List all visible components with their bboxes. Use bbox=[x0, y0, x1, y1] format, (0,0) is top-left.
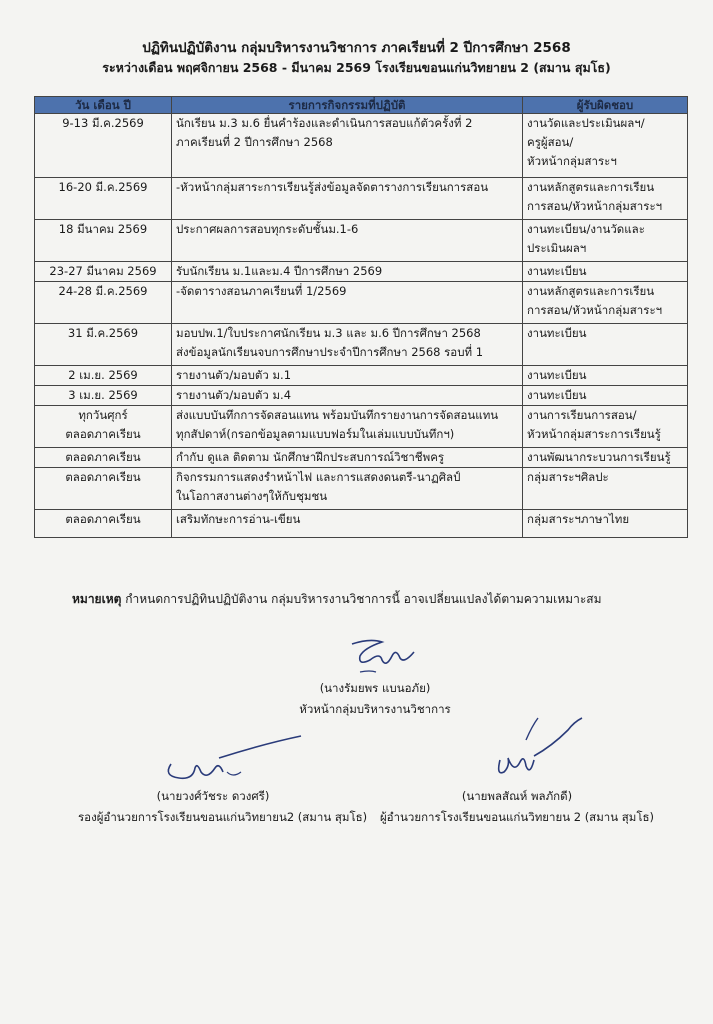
handwritten-signature-deputy bbox=[123, 732, 303, 786]
owner-cell-line: งานพัฒนากระบวนการเรียนรู้ bbox=[527, 450, 671, 464]
activity-cell bbox=[172, 468, 523, 510]
activity-cell-line: เสริมทักษะการอ่าน-เขียน bbox=[176, 512, 301, 526]
handwritten-signature-director bbox=[442, 716, 592, 786]
remark-text: กำหนดการปฏิทินปฏิบัติงาน กลุ่มบริหารงานวิชาการนี้ อาจเปลี่ยนแปลงได้ตามความเหมาะสม bbox=[121, 592, 602, 606]
table-row bbox=[35, 324, 688, 366]
owner-cell bbox=[523, 114, 688, 178]
date-cell-line: 31 มี.ค.2569 bbox=[67, 326, 139, 340]
activity-cell-line: นักเรียน ม.3 ม.6 ยื่นคำร้องและดำเนินการสอบแก้ตัวครั้งที่ 2 bbox=[176, 116, 473, 130]
table-row bbox=[35, 386, 688, 406]
owner-cell-line: กลุ่มสาระฯศิลปะ bbox=[527, 470, 609, 484]
owner-cell-line: งานการเรียนการสอน/ bbox=[527, 408, 637, 422]
owner-cell bbox=[523, 386, 688, 406]
owner-cell bbox=[523, 178, 688, 220]
owner-cell-line: งานทะเบียน/งานวัดและ bbox=[527, 222, 645, 236]
handwritten-signature-head bbox=[330, 636, 420, 678]
document-subtitle: ระหว่างเดือน พฤศจิกายน 2568 - มีนาคม 2569 โรงเรียนขอนแก่นวิทยายน 2 (สมาน สุมโธ) bbox=[102, 60, 611, 75]
activity-cell bbox=[172, 262, 523, 282]
activity-cell-line: รายงานตัว/มอบตัว ม.4 bbox=[176, 388, 292, 402]
activity-cell-line: กิจกรรมการแสดงรำหน้าไฟ และการแสดงดนตรี-นาฏศิลป์ bbox=[176, 470, 461, 484]
owner-cell-line: การสอน/หัวหน้ากลุ่มสาระฯ bbox=[527, 199, 663, 213]
date-cell-line: 24-28 มี.ค.2569 bbox=[58, 284, 148, 298]
activity-cell-line: ภาคเรียนที่ 2 ปีการศึกษา 2568 bbox=[176, 135, 333, 149]
owner-cell-line: งานทะเบียน bbox=[527, 368, 587, 382]
owner-cell bbox=[523, 510, 688, 538]
owner-cell bbox=[523, 448, 688, 468]
signature-block-director bbox=[372, 716, 662, 828]
date-cell-line: 2 เม.ย. 2569 bbox=[68, 368, 138, 382]
date-cell-line: 18 มีนาคม 2569 bbox=[58, 222, 148, 236]
owner-cell bbox=[523, 220, 688, 262]
date-cell-line: 9-13 มี.ค.2569 bbox=[62, 116, 144, 130]
owner-cell-line: งานหลักสูตรและการเรียน bbox=[527, 180, 655, 194]
activity-cell bbox=[172, 282, 523, 324]
activity-cell-line: ในโอกาสงานต่างๆให้กับชุมชน bbox=[176, 489, 328, 503]
date-cell-line: ตลอดภาคเรียน bbox=[65, 512, 141, 526]
date-cell-line: ตลอดภาคเรียน bbox=[65, 427, 141, 441]
column-header-activity: รายการกิจกรรมที่ปฏิบัติ bbox=[172, 97, 523, 114]
owner-cell bbox=[523, 282, 688, 324]
remark bbox=[72, 590, 602, 609]
owner-cell-line: งานหลักสูตรและการเรียน bbox=[527, 284, 655, 298]
signer-position-head: หัวหน้ากลุ่มบริหารงานวิชาการ bbox=[299, 702, 451, 716]
activity-cell-line: รับนักเรียน ม.1และม.4 ปีการศึกษา 2569 bbox=[176, 264, 383, 278]
table-row bbox=[35, 114, 688, 178]
owner-cell-line: หัวหน้ากลุ่มสาระฯ bbox=[527, 154, 617, 168]
date-cell bbox=[35, 406, 172, 448]
column-header-owner: ผู้รับผิดชอบ bbox=[523, 97, 688, 114]
activity-cell-line: ประกาศผลการสอบทุกระดับชั้นม.1-6 bbox=[176, 222, 359, 236]
date-cell bbox=[35, 386, 172, 406]
owner-cell bbox=[523, 262, 688, 282]
date-cell-line: ตลอดภาคเรียน bbox=[65, 470, 141, 484]
activity-cell bbox=[172, 386, 523, 406]
owner-cell-line: หัวหน้ากลุ่มสาระการเรียนรู้ bbox=[527, 427, 661, 441]
activity-cell-line: ทุกสัปดาห์(กรอกข้อมูลตามแบบฟอร์มในเล่มแบบบันทึกฯ) bbox=[176, 427, 455, 441]
owner-cell bbox=[523, 366, 688, 386]
activity-cell-line: มอบปพ.1/ใบประกาศนักเรียน ม.3 และ ม.6 ปีการศึกษา 2568 bbox=[176, 326, 481, 340]
date-cell-line: 16-20 มี.ค.2569 bbox=[58, 180, 148, 194]
table-row bbox=[35, 262, 688, 282]
date-cell bbox=[35, 282, 172, 324]
activity-cell bbox=[172, 178, 523, 220]
activity-cell bbox=[172, 366, 523, 386]
table-row bbox=[35, 220, 688, 262]
table-row bbox=[35, 406, 688, 448]
activity-cell-line: กำกับ ดูแล ติดตาม นักศึกษาฝึกประสบการณ์วิชาชีพครู bbox=[176, 450, 445, 464]
table-row bbox=[35, 448, 688, 468]
signature-block-head bbox=[250, 636, 500, 720]
signature-block-deputy bbox=[78, 732, 368, 828]
activity-cell-line: รายงานตัว/มอบตัว ม.1 bbox=[176, 368, 292, 382]
schedule-table-body bbox=[35, 114, 688, 538]
date-cell-line: ทุกวันศุกร์ bbox=[78, 408, 128, 422]
date-cell-line: 3 เม.ย. 2569 bbox=[68, 388, 138, 402]
remark-label: หมายเหตุ bbox=[72, 592, 122, 606]
schedule-table bbox=[34, 96, 688, 538]
owner-cell-line: กลุ่มสาระฯภาษาไทย bbox=[527, 512, 630, 526]
owner-cell-line: งานทะเบียน bbox=[527, 388, 587, 402]
date-cell bbox=[35, 510, 172, 538]
date-cell bbox=[35, 468, 172, 510]
owner-cell-line: การสอน/หัวหน้ากลุ่มสาระฯ bbox=[527, 303, 663, 317]
table-row bbox=[35, 510, 688, 538]
activity-cell-line: -จัดตารางสอนภาคเรียนที่ 1/2569 bbox=[176, 284, 347, 298]
owner-cell bbox=[523, 324, 688, 366]
activity-cell-line: ส่งข้อมูลนักเรียนจบการศึกษาประจำปีการศึกษา 2568 รอบที่ 1 bbox=[176, 345, 484, 359]
owner-cell-line: ครูผู้สอน/ bbox=[527, 135, 574, 149]
activity-cell bbox=[172, 114, 523, 178]
date-cell-line: ตลอดภาคเรียน bbox=[65, 450, 141, 464]
column-header-date: วัน เดือน ปี bbox=[35, 97, 172, 114]
table-row bbox=[35, 178, 688, 220]
owner-cell-line: งานทะเบียน bbox=[527, 326, 587, 340]
date-cell bbox=[35, 262, 172, 282]
table-header-row bbox=[35, 97, 688, 114]
document-title: ปฏิทินปฏิบัติงาน กลุ่มบริหารงานวิชาการ ภาคเรียนที่ 2 ปีการศึกษา 2568 bbox=[142, 40, 571, 56]
signer-name-deputy: (นายวงศ์วัชระ ดวงศรี) bbox=[156, 789, 270, 803]
activity-cell-line: -หัวหน้ากลุ่มสาระการเรียนรู้ส่งข้อมูลจัดตารางการเรียนการสอน bbox=[176, 180, 489, 194]
owner-cell bbox=[523, 406, 688, 448]
activity-cell-line: ส่งแบบบันทึกการจัดสอนแทน พร้อมบันทึกรายงานการจัดสอนแทน bbox=[176, 408, 499, 422]
date-cell-line: 23-27 มีนาคม 2569 bbox=[49, 264, 157, 278]
signer-position-deputy: รองผู้อำนวยการโรงเรียนขอนแก่นวิทยายน2 (สมาน สุมโธ) bbox=[78, 810, 368, 824]
activity-cell bbox=[172, 324, 523, 366]
date-cell bbox=[35, 366, 172, 386]
owner-cell-line: ประเมินผลฯ bbox=[527, 241, 587, 255]
activity-cell bbox=[172, 406, 523, 448]
signer-position-director: ผู้อำนวยการโรงเรียนขอนแก่นวิทยายน 2 (สมาน สุมโธ) bbox=[379, 810, 655, 824]
owner-cell bbox=[523, 468, 688, 510]
signer-name-head: (นางรัมยพร แบนอภัย) bbox=[319, 681, 431, 695]
owner-cell-line: งานทะเบียน bbox=[527, 264, 587, 278]
date-cell bbox=[35, 114, 172, 178]
activity-cell bbox=[172, 220, 523, 262]
signer-name-director: (นายพลสัณห์ พลภักดี) bbox=[461, 789, 573, 803]
date-cell bbox=[35, 324, 172, 366]
table-row bbox=[35, 468, 688, 510]
owner-cell-line: งานวัดและประเมินผลฯ/ bbox=[527, 116, 645, 130]
table-row bbox=[35, 282, 688, 324]
date-cell bbox=[35, 448, 172, 468]
activity-cell bbox=[172, 510, 523, 538]
activity-cell bbox=[172, 448, 523, 468]
table-row bbox=[35, 366, 688, 386]
date-cell bbox=[35, 220, 172, 262]
date-cell bbox=[35, 178, 172, 220]
